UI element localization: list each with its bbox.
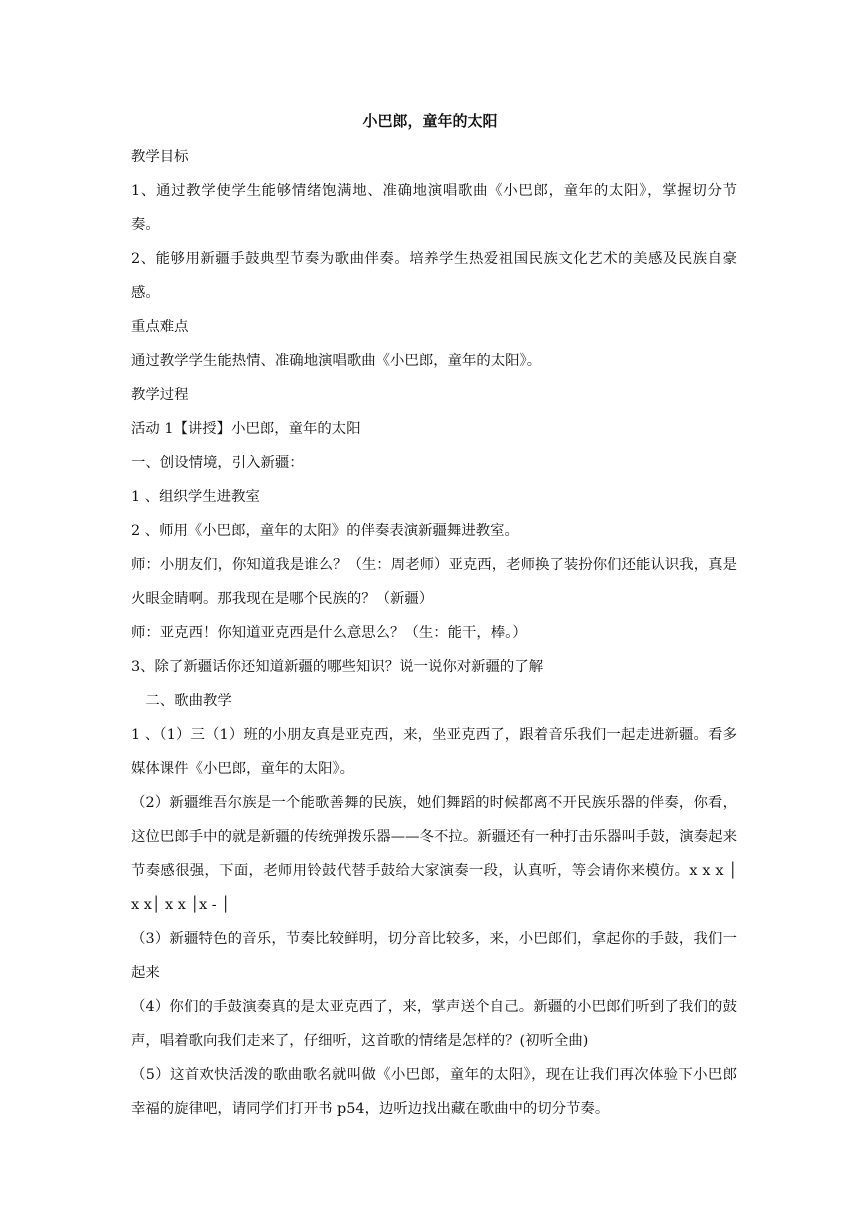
section-heading-objectives: 教学目标 xyxy=(131,149,189,165)
document-title: 小巴郎，童年的太阳 xyxy=(362,112,498,130)
teacher-dialogue-1: 师：小朋友们，你知道我是谁么？（生：周老师）亚克西，老师换了装扮你们还能认识我，真是火眼金睛啊。那我现在是哪个民族的？（新疆） xyxy=(131,557,737,607)
song-step-4: （4）你们的手鼓演奏真的是太亚克西了，来，掌声送个自己。新疆的小巴郎们听到了我们的鼓声，唱着歌向我们走来了，仔细听，这首歌的情绪是怎样的？(初听全曲) xyxy=(131,999,737,1049)
song-step-1: 1 、（1）三（1）班的小朋友真是亚克西，来，坐亚克西了，跟着音乐我们一起走进新疆。看多媒体课件《小巴郎，童年的太阳》。 xyxy=(131,727,737,777)
activity-heading: 活动 1【讲授】小巴郎，童年的太阳 xyxy=(131,421,361,437)
step-one-heading: 一、创设情境，引入新疆： xyxy=(131,455,304,471)
song-step-5: （5）这首欢快活泼的歌曲歌名就叫做《小巴郎，童年的太阳》，现在让我们再次体验下小巴郎幸福的旋律吧，请同学们打开书 p54，边听边找出藏在歌曲中的切分节奏。 xyxy=(131,1067,737,1117)
step-1-1: 1 、组织学生进教室 xyxy=(131,489,260,505)
key-points-text: 通过教学学生能热情、准确地演唱歌曲《小巴郎，童年的太阳》。 xyxy=(131,353,542,369)
section-heading-process: 教学过程 xyxy=(131,387,189,403)
song-step-2: （2）新疆维吾尔族是一个能歌善舞的民族，她们舞蹈的时候都离不开民族乐器的伴奏，你看，这位巴郎手中的就是新疆的传统弹拨乐器——冬不拉。新疆还有一种打击乐器叫手鼓，演奏起来节奏感很强，下面，老师用铃鼓代替手鼓给大家演奏一段，认真听，等会请你来模仿。x x x │ x x│ x x │x - │ xyxy=(131,795,737,913)
step-two-heading: 二、歌曲教学 xyxy=(131,693,232,709)
objective-1: 1、通过教学使学生能够情绪饱满地、准确地演唱歌曲《小巴郎，童年的太阳》，掌握切分节奏。 xyxy=(131,183,737,233)
teacher-dialogue-2: 师：亚克西！你知道亚克西是什么意思么？（生：能干，棒。） xyxy=(131,625,527,641)
step-1-3: 3、除了新疆话你还知道新疆的哪些知识？说一说你对新疆的了解 xyxy=(131,659,544,675)
step-1-2: 2 、师用《小巴郎，童年的太阳》的伴奏表演新疆舞进教室。 xyxy=(131,523,519,539)
objective-2: 2、能够用新疆手鼓典型节奏为歌曲伴奏。培养学生热爱祖国民族文化艺术的美感及民族自豪感。 xyxy=(131,251,737,301)
song-step-3: （3）新疆特色的音乐，节奏比较鲜明，切分音比较多，来，小巴郎们，拿起你的手鼓，我们一起来 xyxy=(131,931,737,981)
section-heading-key-points: 重点难点 xyxy=(131,319,189,335)
